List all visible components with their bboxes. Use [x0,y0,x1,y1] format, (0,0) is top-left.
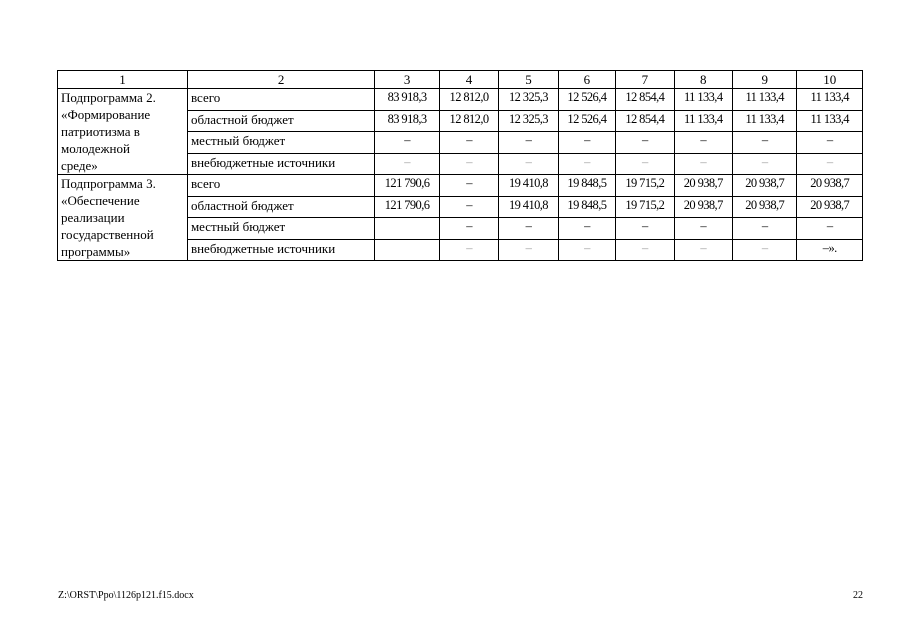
column-number: 2 [187,71,374,89]
value-cell: – [797,153,863,175]
value-cell [375,218,439,240]
value-cell: 20 938,7 [674,175,732,197]
value-cell: –». [797,239,863,261]
value-cell: 121 790,6 [375,175,439,197]
funding-source-cell: областной бюджет [187,196,374,218]
value-cell: 11 133,4 [732,110,796,132]
value-cell: 12 854,4 [616,89,674,111]
value-cell: 20 938,7 [732,196,796,218]
value-cell: – [797,218,863,240]
column-number-row [58,71,863,89]
value-cell: – [732,132,796,154]
value-cell: – [674,132,732,154]
value-cell: 20 938,7 [797,196,863,218]
value-cell: – [558,218,615,240]
funding-source-cell: всего [187,89,374,111]
value-cell: 11 133,4 [674,89,732,111]
value-cell: 121 790,6 [375,196,439,218]
column-number: 3 [375,71,439,89]
value-cell: 12 325,3 [499,89,558,111]
column-number: 7 [616,71,674,89]
subprogram-name-line: «Формирование [61,107,151,122]
value-cell: – [439,175,498,197]
page-number: 22 [853,590,863,601]
value-cell: – [499,239,558,261]
funding-source-cell: местный бюджет [187,218,374,240]
value-cell: – [616,132,674,154]
value-cell: 20 938,7 [674,196,732,218]
value-cell: 12 854,4 [616,110,674,132]
value-cell: – [616,153,674,175]
value-cell: – [616,218,674,240]
value-cell [375,239,439,261]
value-cell: – [439,132,498,154]
value-cell: – [499,153,558,175]
value-cell: – [375,132,439,154]
funding-source-cell: местный бюджет [187,132,374,154]
value-cell: 19 410,8 [499,196,558,218]
value-cell: – [674,153,732,175]
value-cell: – [732,239,796,261]
value-cell: – [674,218,732,240]
file-path-footer: Z:\ORST\Ppo\1126p121.f15.docx [58,590,194,601]
value-cell: 12 812,0 [439,89,498,111]
subprogram-name-line: патриотизма в [61,124,140,139]
funding-source-cell: внебюджетные источники [187,153,374,175]
table-row [58,175,863,197]
value-cell: 20 938,7 [732,175,796,197]
value-cell: 19 715,2 [616,196,674,218]
value-cell: – [439,153,498,175]
value-cell: 20 938,7 [797,175,863,197]
subprogram-name-line: среде» [61,158,98,173]
value-cell: 83 918,3 [375,89,439,111]
value-cell: – [732,153,796,175]
value-cell: – [558,239,615,261]
subprogram-name-line: Подпрограмма 3. [61,176,156,191]
column-number: 10 [797,71,863,89]
value-cell: 12 526,4 [558,89,615,111]
budget-table [57,70,863,261]
value-cell: – [732,218,796,240]
value-cell: – [674,239,732,261]
value-cell: – [439,218,498,240]
column-number: 4 [439,71,498,89]
column-number: 5 [499,71,558,89]
funding-source-cell: внебюджетные источники [187,239,374,261]
value-cell: – [439,196,498,218]
subprogram-name-line: Подпрограмма 2. [61,90,156,105]
funding-source-cell: всего [187,175,374,197]
subprogram-3-block [58,175,863,261]
column-number: 1 [58,71,188,89]
value-cell: – [797,132,863,154]
column-number: 9 [732,71,796,89]
subprogram-name-line: программы» [61,244,131,259]
subprogram-name-line: реализации [61,210,125,225]
column-number: 8 [674,71,732,89]
value-cell: – [439,239,498,261]
subprogram-name-cell [58,175,188,261]
value-cell: – [375,153,439,175]
value-cell: 11 133,4 [732,89,796,111]
value-cell: – [558,153,615,175]
column-number: 6 [558,71,615,89]
value-cell: – [499,132,558,154]
subprogram-name-cell [58,89,188,175]
subprogram-name-line: государственной [61,227,154,242]
value-cell: 12 325,3 [499,110,558,132]
value-cell: 83 918,3 [375,110,439,132]
value-cell: – [558,132,615,154]
funding-source-cell: областной бюджет [187,110,374,132]
value-cell: 19 715,2 [616,175,674,197]
value-cell: – [616,239,674,261]
value-cell: 11 133,4 [674,110,732,132]
value-cell: 19 848,5 [558,196,615,218]
value-cell: 11 133,4 [797,110,863,132]
value-cell: – [499,218,558,240]
value-cell: 12 526,4 [558,110,615,132]
table-row [58,89,863,111]
value-cell: 19 410,8 [499,175,558,197]
value-cell: 11 133,4 [797,89,863,111]
subprogram-2-block [58,89,863,175]
value-cell: 19 848,5 [558,175,615,197]
value-cell: 12 812,0 [439,110,498,132]
subprogram-name-line: «Обеспечение [61,193,140,208]
subprogram-name-line: молодежной [61,141,130,156]
